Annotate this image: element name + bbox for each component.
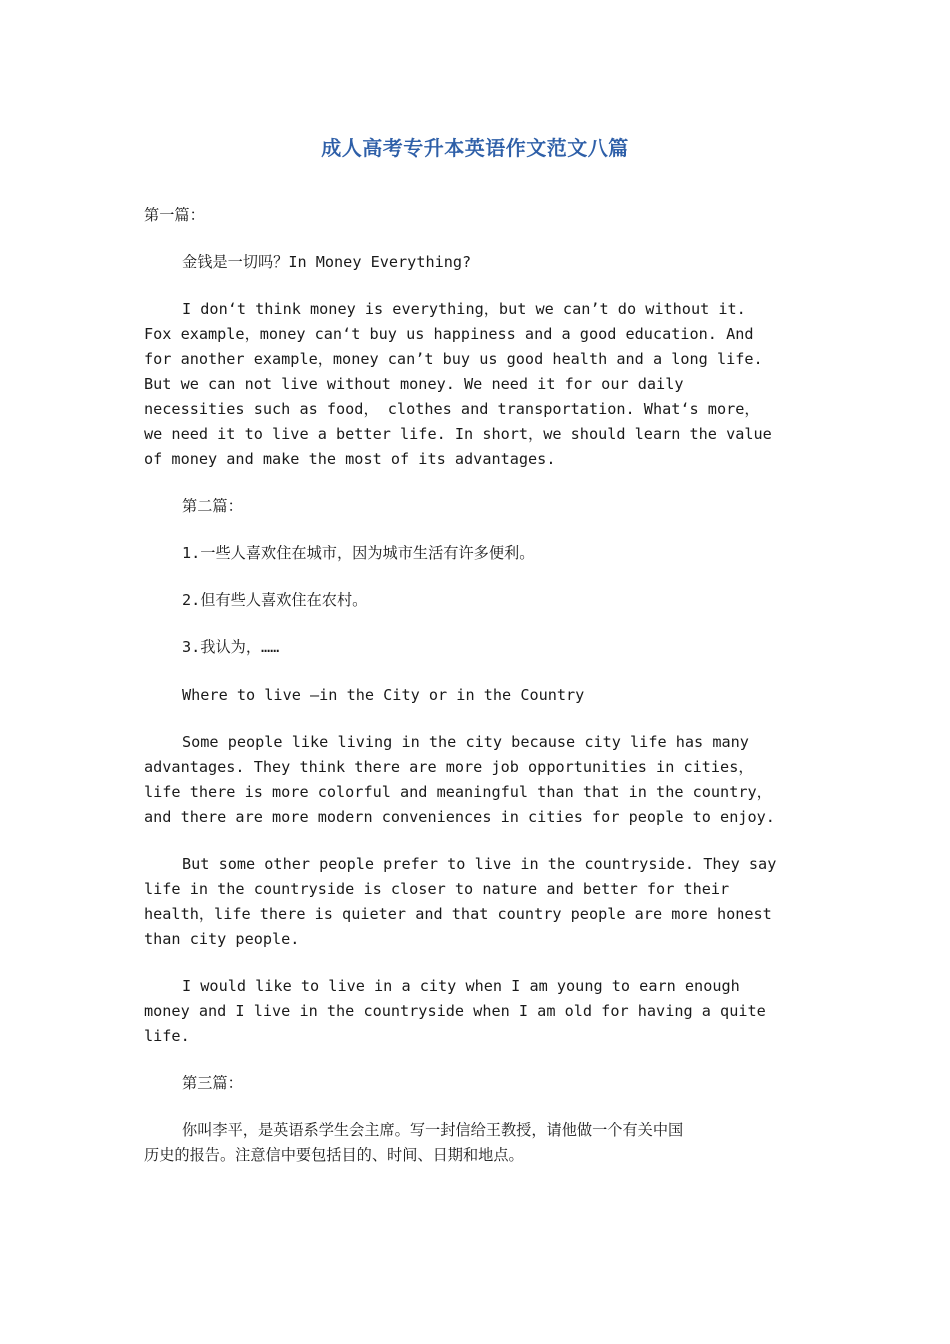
- section-3-label: [144, 1071, 812, 1096]
- section-label: 第二篇：: [182, 497, 243, 515]
- prompt-line: 你叫李平，是英语系学生会主席。写一封信给王教授，请他做一个有关中国: [182, 1121, 684, 1139]
- section-2-paragraph-2: [144, 852, 812, 952]
- paragraph-line: But we can not live without money. We need it for our daily: [144, 375, 684, 393]
- paragraph-line: for another example，money can’t buy us good health and a long life.: [144, 350, 763, 368]
- section-label: 第三篇：: [182, 1074, 243, 1092]
- paragraph-line: advantages. They think there are more job opportunities in cities，: [144, 758, 754, 776]
- section-2-essay-title: [144, 683, 812, 708]
- paragraph-line: But some other people prefer to live in the countryside. They say: [182, 855, 777, 873]
- paragraph-line: life in the countryside is closer to nature and better for their: [144, 880, 730, 898]
- outline-point: 1.一些人喜欢住在城市，因为城市生活有许多便利。: [182, 544, 535, 562]
- paragraph-line: I would like to live in a city when I am young to earn enough: [182, 977, 740, 995]
- paragraph-line: health，life there is quieter and that country people are more honest: [144, 905, 772, 923]
- section-label: 第一篇：: [144, 206, 205, 224]
- section-2-point-2: [144, 588, 812, 613]
- prompt-line: 历史的报告。注意信中要包括目的、时间、日期和地点。: [144, 1146, 524, 1164]
- section-1-label: [144, 203, 812, 228]
- paragraph-line: of money and make the most of its advantages.: [144, 450, 556, 468]
- section-3-prompt: [144, 1118, 812, 1168]
- section-2-paragraph-1: [144, 730, 812, 830]
- paragraph-line: and there are more modern conveniences in cities for people to enjoy.: [144, 808, 775, 826]
- outline-point: 2.但有些人喜欢住在农村。: [182, 591, 368, 609]
- paragraph-line: Fox example，money can‘t buy us happiness and a good education. And: [144, 325, 754, 343]
- section-2-point-1: [144, 541, 812, 566]
- section-2-point-3: [144, 635, 812, 660]
- essay-title: Where to live —in the City or in the Country: [182, 686, 585, 704]
- document-title: 成人高考专升本英语作文范文八篇: [321, 136, 629, 160]
- section-1-topic: [144, 250, 812, 275]
- section-2-paragraph-3: [144, 974, 812, 1049]
- outline-point: 3.我认为，……: [182, 638, 280, 656]
- essay-topic: 金钱是一切吗？In Money Everything?: [182, 253, 472, 271]
- paragraph-line: we need it to live a better life. In short，we should learn the value: [144, 425, 772, 443]
- paragraph-line: life there is more colorful and meaningful than that in the country，: [144, 783, 772, 801]
- section-1-paragraph: [144, 297, 812, 472]
- paragraph-line: Some people like living in the city because city life has many: [182, 733, 749, 751]
- paragraph-line: life.: [144, 1027, 190, 1045]
- paragraph-line: money and I live in the countryside when I am old for having a quite: [144, 1002, 766, 1020]
- paragraph-line: necessities such as food， clothes and transportation. What‘s more，: [144, 400, 760, 418]
- section-2-label: [144, 494, 812, 519]
- paragraph-line: than city people.: [144, 930, 300, 948]
- paragraph-line: I don‘t think money is everything，but we can’t do without it.: [182, 300, 746, 318]
